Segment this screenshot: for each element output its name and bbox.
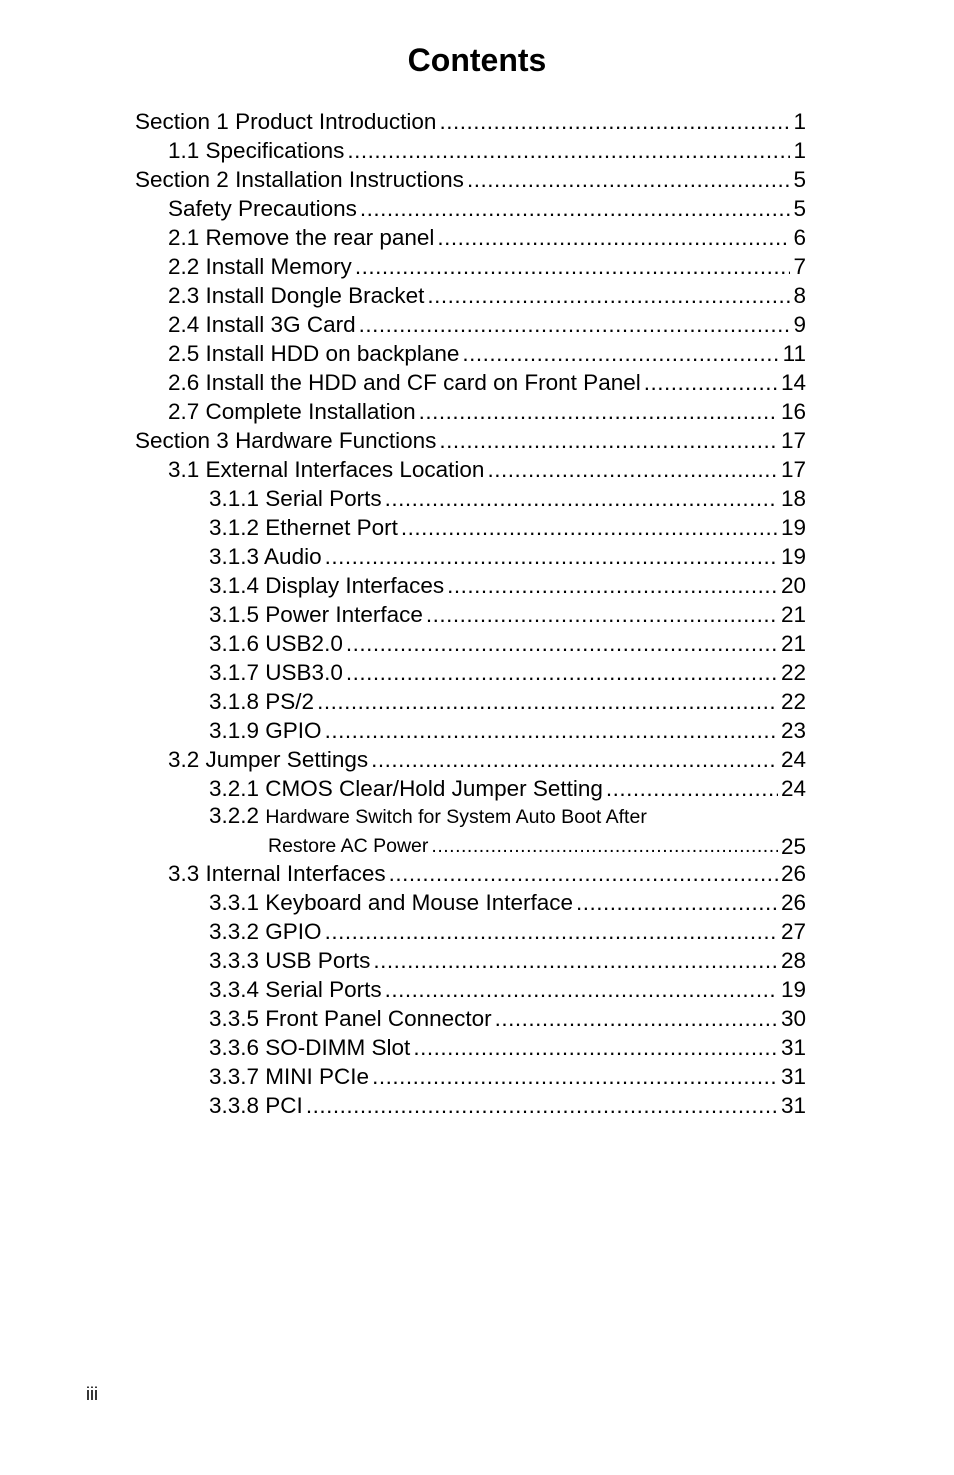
toc-entry-text: Hardware Switch for System Auto Boot After bbox=[265, 806, 647, 828]
toc-entry-3-1-8[interactable] bbox=[209, 687, 806, 716]
toc-entry-page: 27 bbox=[780, 919, 806, 944]
toc-entry-page: 14 bbox=[780, 370, 806, 395]
toc-entry-3-3[interactable] bbox=[168, 859, 806, 888]
toc-entry-3-1-6[interactable] bbox=[209, 629, 806, 658]
toc-entry-label: 3.1.3 Audio bbox=[209, 544, 322, 569]
toc-leader-dots bbox=[373, 946, 778, 975]
toc-entry-page: 23 bbox=[780, 718, 806, 743]
toc-entry-page: 30 bbox=[780, 1006, 806, 1031]
toc-leader-dots bbox=[385, 484, 778, 513]
toc-entry-section-1[interactable] bbox=[135, 107, 806, 136]
toc-entry-3-1-2[interactable] bbox=[209, 513, 806, 542]
toc-entry-label: 3.1.6 USB2.0 bbox=[209, 631, 343, 656]
toc-entry-3-2[interactable] bbox=[168, 745, 806, 774]
toc-entry-label: 3.1.9 GPIO bbox=[209, 718, 322, 743]
toc-leader-dots bbox=[495, 1004, 778, 1033]
toc-entry-label: 3.3.5 Front Panel Connector bbox=[209, 1006, 492, 1031]
toc-entry-label: 2.1 Remove the rear panel bbox=[168, 225, 435, 250]
toc-entry-page: 19 bbox=[780, 515, 806, 540]
toc-entry-1-1[interactable] bbox=[168, 136, 806, 165]
toc-leader-dots bbox=[325, 542, 778, 571]
toc-entry-3-3-1[interactable] bbox=[209, 888, 806, 917]
toc-entry-3-1-4[interactable] bbox=[209, 571, 806, 600]
toc-entry-3-2-1[interactable] bbox=[209, 774, 806, 803]
toc-entry-label: Section 2 Installation Instructions bbox=[135, 167, 464, 192]
toc-entry-page: 20 bbox=[780, 573, 806, 598]
toc-leader-dots bbox=[447, 571, 778, 600]
toc-leader-dots bbox=[346, 658, 778, 687]
toc-entry-label: 3.3 Internal Interfaces bbox=[168, 861, 386, 886]
toc-entry-3-1-5[interactable] bbox=[209, 600, 806, 629]
toc-entry-label: 3.2.1 CMOS Clear/Hold Jumper Setting bbox=[209, 776, 603, 801]
toc-leader-dots bbox=[346, 629, 778, 658]
toc-entry-page: 22 bbox=[780, 660, 806, 685]
toc-leader-dots bbox=[360, 194, 791, 223]
toc-entry-page: 21 bbox=[780, 631, 806, 656]
toc-leader-dots bbox=[487, 455, 778, 484]
toc-leader-dots bbox=[413, 1033, 778, 1062]
toc-entry-label: 2.4 Install 3G Card bbox=[168, 312, 356, 337]
toc-entry-3-3-2[interactable] bbox=[209, 917, 806, 946]
toc-entry-page: 16 bbox=[780, 399, 806, 424]
toc-entry-label: 3.3.7 MINI PCIe bbox=[209, 1064, 370, 1089]
toc-leader-dots bbox=[385, 975, 778, 1004]
toc-entry-3-1-9[interactable] bbox=[209, 716, 806, 745]
toc-entry-page: 25 bbox=[780, 834, 806, 859]
toc-entry-2-1[interactable] bbox=[168, 223, 806, 252]
toc-entry-page: 5 bbox=[793, 196, 806, 221]
toc-entry-2-7[interactable] bbox=[168, 397, 806, 426]
toc-entry-label: 3.3.6 SO-DIMM Slot bbox=[209, 1035, 411, 1060]
toc-leader-dots bbox=[439, 107, 790, 136]
toc-entry-3-1-3[interactable] bbox=[209, 542, 806, 571]
toc-leader-dots bbox=[644, 368, 778, 397]
toc-entry-label: 3.1.7 USB3.0 bbox=[209, 660, 343, 685]
toc-entry-label: 3.1.5 Power Interface bbox=[209, 602, 423, 627]
toc-leader-dots bbox=[325, 716, 778, 745]
toc-leader-dots bbox=[576, 888, 778, 917]
toc-entry-page: 26 bbox=[780, 890, 806, 915]
toc-entry-page: 1 bbox=[793, 109, 806, 134]
toc-entry-label: Section 3 Hardware Functions bbox=[135, 428, 437, 453]
toc-entry-page: 1 bbox=[793, 138, 806, 163]
toc-leader-dots bbox=[401, 513, 778, 542]
toc-entry-2-3[interactable] bbox=[168, 281, 806, 310]
toc-entry-page: 28 bbox=[780, 948, 806, 973]
toc-entry-page: 19 bbox=[780, 544, 806, 569]
toc-entry-page: 7 bbox=[793, 254, 806, 279]
toc-entry-label: 3.1.2 Ethernet Port bbox=[209, 515, 398, 540]
toc-entry-page: 9 bbox=[793, 312, 806, 337]
toc-entry-label: 3.1 External Interfaces Location bbox=[168, 457, 485, 482]
toc-entry-3-1[interactable] bbox=[168, 455, 806, 484]
toc-entry-3-3-7[interactable] bbox=[209, 1062, 806, 1091]
toc-entry-label bbox=[209, 801, 647, 832]
toc-entry-3-2-2-cont[interactable] bbox=[268, 832, 806, 861]
toc-entry-3-3-6[interactable] bbox=[209, 1033, 806, 1062]
toc-entry-2-4[interactable] bbox=[168, 310, 806, 339]
toc-entry-section-2[interactable] bbox=[135, 165, 806, 194]
toc-entry-3-3-3[interactable] bbox=[209, 946, 806, 975]
toc-entry-number: 3.2.2 bbox=[209, 803, 260, 828]
toc-leader-dots bbox=[347, 136, 790, 165]
toc-entry-page: 11 bbox=[782, 341, 806, 366]
toc-entry-3-1-7[interactable] bbox=[209, 658, 806, 687]
toc-leader-dots bbox=[439, 426, 778, 455]
toc-entry-label: 3.3.1 Keyboard and Mouse Interface bbox=[209, 890, 573, 915]
toc-leader-dots bbox=[437, 223, 790, 252]
toc-leader-dots bbox=[306, 1091, 778, 1120]
toc-entry-2-5[interactable] bbox=[168, 339, 806, 368]
toc-entry-label: 3.3.4 Serial Ports bbox=[209, 977, 382, 1002]
toc-entry-page: 19 bbox=[780, 977, 806, 1002]
toc-leader-dots bbox=[372, 1062, 778, 1091]
toc-entry-page: 8 bbox=[793, 283, 806, 308]
toc-leader-dots bbox=[389, 859, 778, 888]
toc-leader-dots bbox=[426, 600, 778, 629]
toc-entry-3-3-5[interactable] bbox=[209, 1004, 806, 1033]
toc-leader-dots bbox=[467, 165, 791, 194]
toc-leader-dots bbox=[355, 252, 791, 281]
toc-leader-dots bbox=[462, 339, 779, 368]
toc-entry-page: 17 bbox=[780, 428, 806, 453]
toc-leader-dots bbox=[371, 745, 778, 774]
toc-entry-section-3[interactable] bbox=[135, 426, 806, 455]
toc-entry-label: 3.3.8 PCI bbox=[209, 1093, 303, 1118]
toc-entry-label: 1.1 Specifications bbox=[168, 138, 345, 163]
toc-leader-dots bbox=[431, 832, 778, 861]
toc-entry-page: 31 bbox=[780, 1064, 806, 1089]
toc-entry-3-3-4[interactable] bbox=[209, 975, 806, 1004]
toc-entry-label: Section 1 Product Introduction bbox=[135, 109, 437, 134]
toc-entry-safety-precautions[interactable] bbox=[168, 194, 806, 223]
toc-leader-dots bbox=[427, 281, 790, 310]
toc-entry-label: 3.1.8 PS/2 bbox=[209, 689, 315, 714]
toc-entry-page: 6 bbox=[793, 225, 806, 250]
toc-entry-page: 31 bbox=[780, 1035, 806, 1060]
toc-entry-page: 24 bbox=[780, 747, 806, 772]
toc-entry-3-2-2[interactable] bbox=[209, 803, 806, 832]
toc-entry-page: 21 bbox=[780, 602, 806, 627]
toc-entry-label: 2.2 Install Memory bbox=[168, 254, 352, 279]
toc-entry-label: 3.3.2 GPIO bbox=[209, 919, 322, 944]
toc-entry-label: Restore AC Power bbox=[268, 835, 429, 857]
toc-entry-2-6[interactable] bbox=[168, 368, 806, 397]
toc-leader-dots bbox=[419, 397, 778, 426]
toc-entry-label: 2.7 Complete Installation bbox=[168, 399, 416, 424]
toc-entry-page: 31 bbox=[780, 1093, 806, 1118]
toc-entry-label: 3.1.1 Serial Ports bbox=[209, 486, 382, 511]
toc-entry-page: 26 bbox=[780, 861, 806, 886]
toc-entry-page: 5 bbox=[793, 167, 806, 192]
toc-leader-dots bbox=[325, 917, 778, 946]
page-title: Contents bbox=[407, 42, 547, 78]
toc-entry-label: 3.1.4 Display Interfaces bbox=[209, 573, 445, 598]
toc-entry-label: Safety Precautions bbox=[168, 196, 357, 221]
toc-entry-label: 3.3.3 USB Ports bbox=[209, 948, 371, 973]
toc-entry-label: 2.6 Install the HDD and CF card on Front Panel bbox=[168, 370, 641, 395]
toc-entry-2-2[interactable] bbox=[168, 252, 806, 281]
page-number: iii bbox=[86, 1384, 98, 1404]
toc-entry-label: 2.5 Install HDD on backplane bbox=[168, 341, 460, 366]
toc-entry-3-3-8[interactable] bbox=[209, 1091, 806, 1120]
toc-leader-dots bbox=[317, 687, 778, 716]
toc-entry-page: 17 bbox=[780, 457, 806, 482]
toc-entry-3-1-1[interactable] bbox=[209, 484, 806, 513]
toc-entry-page: 24 bbox=[780, 776, 806, 801]
toc-leader-dots bbox=[606, 774, 778, 803]
toc-leader-dots bbox=[359, 310, 791, 339]
toc-entry-label: 3.2 Jumper Settings bbox=[168, 747, 369, 772]
toc-entry-label: 2.3 Install Dongle Bracket bbox=[168, 283, 425, 308]
toc-entry-page: 18 bbox=[780, 486, 806, 511]
toc-entry-page: 22 bbox=[780, 689, 806, 714]
